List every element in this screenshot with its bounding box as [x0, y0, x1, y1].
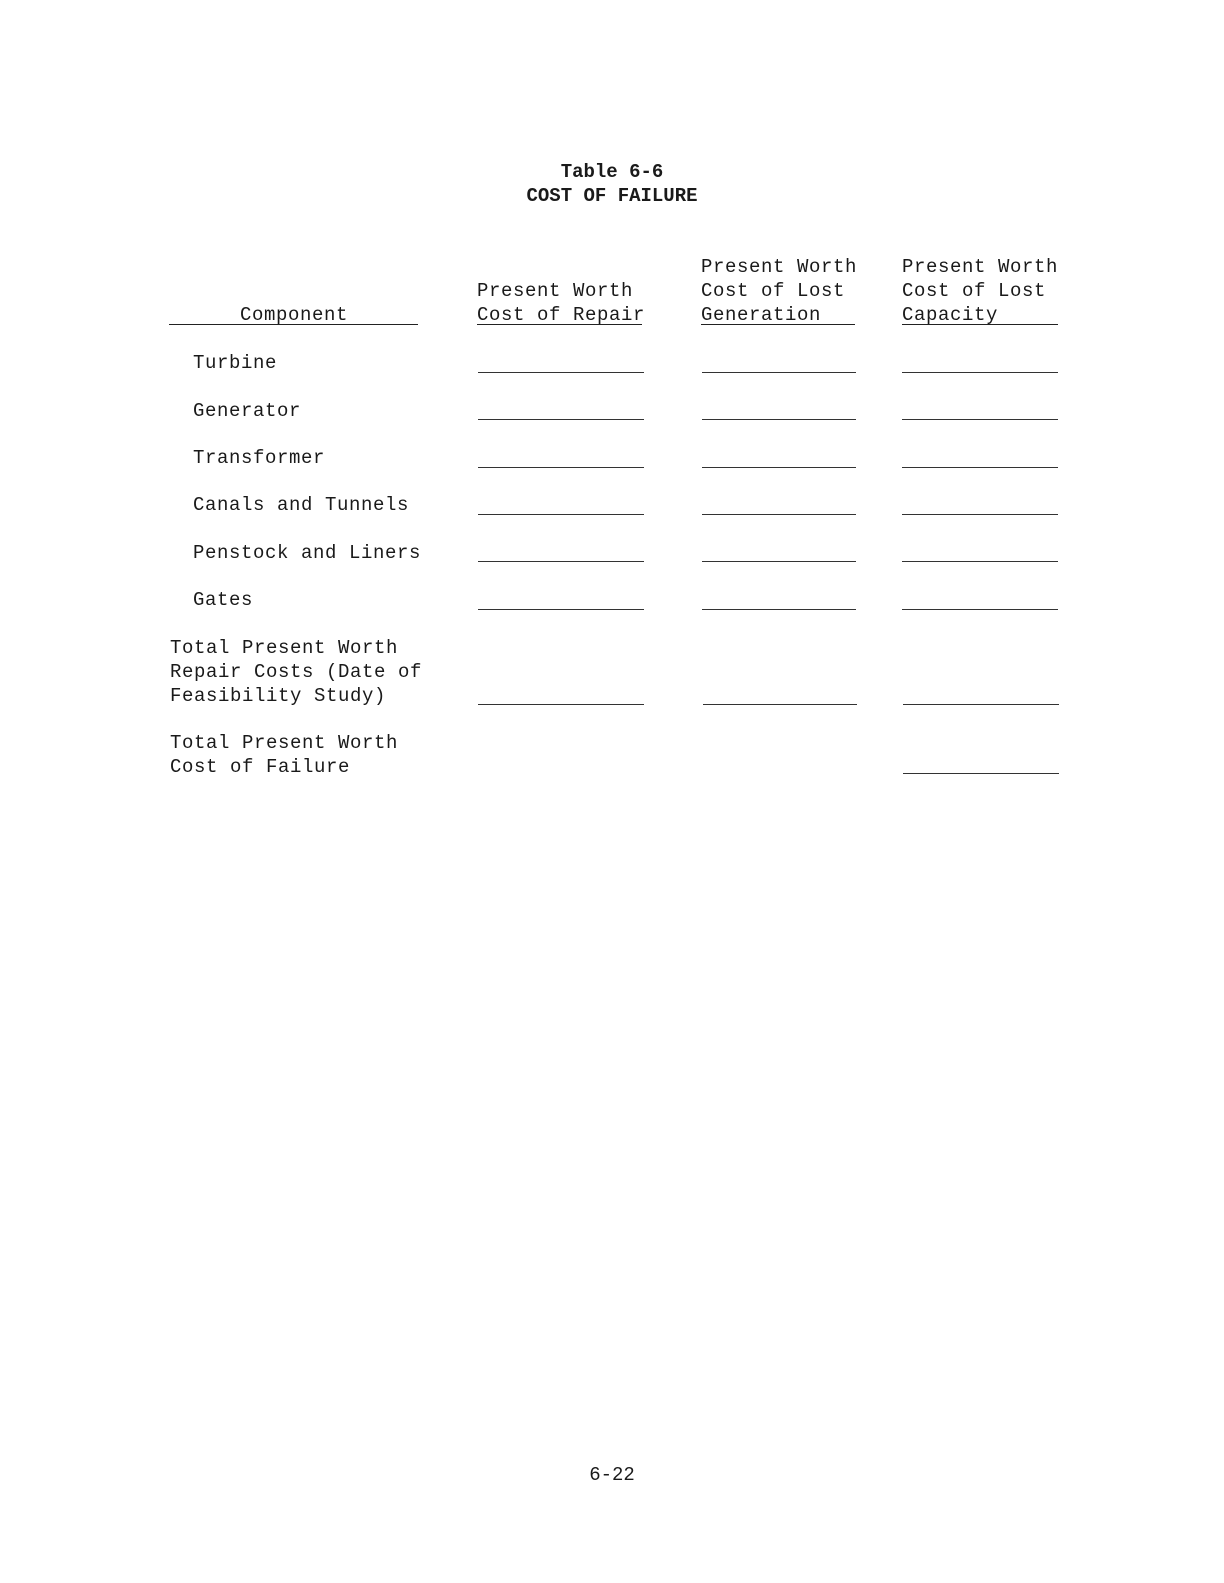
row-label-gates: Gates — [193, 589, 254, 611]
header-capacity-underline — [902, 324, 1058, 325]
blank-generation[interactable] — [702, 372, 856, 373]
blank-repair[interactable] — [478, 467, 644, 468]
blank-generation[interactable] — [702, 514, 856, 515]
row-label-transformer: Transformer — [193, 447, 326, 469]
blank-generation[interactable] — [702, 467, 856, 468]
blank-generation[interactable] — [702, 561, 856, 562]
header-repair-underline — [477, 324, 642, 325]
blank-capacity[interactable] — [902, 467, 1058, 468]
row-label-penstock-and-liners: Penstock and Liners — [193, 542, 422, 564]
total-cost-of-failure-line-1: Total Present Worth — [170, 732, 399, 754]
page-number: 6-22 — [589, 1464, 635, 1486]
total-cost-of-failure-line-2: Cost of Failure — [170, 756, 351, 778]
header-generation-line-2: Cost of Lost — [701, 280, 846, 302]
total-repair-costs-line-1: Total Present Worth — [170, 637, 399, 659]
total-repair-costs-line-3: Feasibility Study) — [170, 685, 387, 707]
blank-repair[interactable] — [478, 609, 644, 610]
table-title: COST OF FAILURE — [526, 185, 698, 207]
blank-capacity[interactable] — [902, 514, 1058, 515]
row-label-canals-and-tunnels: Canals and Tunnels — [193, 494, 410, 516]
blank-capacity[interactable] — [902, 419, 1058, 420]
table-label: Table 6-6 — [560, 161, 664, 183]
header-component: Component — [240, 304, 349, 326]
header-component-underline — [169, 324, 418, 325]
blank-repair[interactable] — [478, 561, 644, 562]
blank-total-capacity[interactable] — [903, 704, 1059, 705]
total-repair-costs-line-2: Repair Costs (Date of — [170, 661, 423, 683]
header-capacity-line-1: Present Worth — [902, 256, 1059, 278]
header-generation-line-3: Generation — [701, 304, 822, 326]
header-repair-line-2: Cost of Repair — [477, 304, 646, 326]
blank-repair[interactable] — [478, 514, 644, 515]
blank-repair[interactable] — [478, 419, 644, 420]
row-label-turbine: Turbine — [193, 352, 278, 374]
blank-total-repair[interactable] — [478, 704, 644, 705]
blank-capacity[interactable] — [902, 561, 1058, 562]
blank-total-generation[interactable] — [703, 704, 857, 705]
header-repair-line-1: Present Worth — [477, 280, 634, 302]
blank-repair[interactable] — [478, 372, 644, 373]
blank-total-cost-of-failure[interactable] — [903, 773, 1059, 774]
header-generation-underline — [701, 324, 855, 325]
blank-generation[interactable] — [702, 609, 856, 610]
blank-capacity[interactable] — [902, 609, 1058, 610]
header-capacity-line-2: Cost of Lost — [902, 280, 1047, 302]
header-generation-line-1: Present Worth — [701, 256, 858, 278]
row-label-generator: Generator — [193, 400, 302, 422]
blank-capacity[interactable] — [902, 372, 1058, 373]
blank-generation[interactable] — [702, 419, 856, 420]
header-capacity-line-3: Capacity — [902, 304, 999, 326]
